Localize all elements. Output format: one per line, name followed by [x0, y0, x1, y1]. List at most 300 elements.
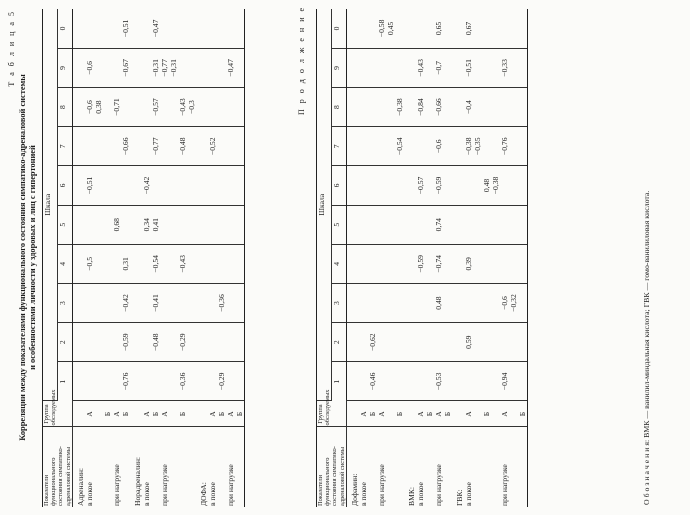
row-group: Б: [425, 401, 434, 427]
correlation-value: −0,6: [85, 48, 103, 87]
correlation-value: [518, 362, 528, 401]
correlation-value: [482, 127, 500, 166]
correlation-value: [377, 283, 395, 322]
correlation-value: [112, 48, 121, 87]
correlation-value: [518, 205, 528, 244]
correlation-value: [443, 323, 452, 362]
empty-cell: [130, 88, 142, 127]
header-scale: Шкала: [43, 9, 58, 401]
scale-column-header: 3: [331, 283, 346, 322]
correlation-value: [217, 88, 226, 127]
table-row: [226, 9, 235, 507]
correlation-value: 0,31: [121, 244, 130, 283]
correlation-value: [121, 205, 130, 244]
table-row: [443, 9, 452, 507]
scale-column-header: 6: [57, 166, 72, 205]
correlation-value: [121, 88, 130, 127]
correlation-value: [368, 9, 377, 48]
correlation-value: [368, 88, 377, 127]
empty-cell: [196, 166, 208, 205]
correlation-value: [377, 88, 395, 127]
correlation-value: [359, 127, 368, 166]
empty-cell: [452, 401, 464, 427]
table-body: [346, 9, 527, 507]
correlation-value: [112, 127, 121, 166]
table-row: [151, 9, 160, 507]
correlation-value: [217, 323, 226, 362]
correlation-value: [103, 362, 112, 401]
footnote: О б о з н а ч е н и я: ВМК — ванилил-миндальная кислота; ГВК — гомо-ванилиловая кислота.: [642, 190, 651, 505]
scale-column-header: 5: [331, 205, 346, 244]
correlation-value: [235, 88, 245, 127]
correlation-value: [160, 9, 178, 48]
table-row: [85, 9, 103, 507]
correlation-value: [425, 283, 434, 322]
row-label: [151, 427, 160, 507]
correlation-value: [226, 127, 235, 166]
correlation-value: −0,67: [121, 48, 130, 87]
scale-column-header: 2: [331, 323, 346, 362]
row-label: [121, 427, 130, 507]
correlation-value: [160, 283, 178, 322]
correlation-value: −0,36: [178, 362, 196, 401]
correlation-table-2: [316, 9, 528, 507]
correlation-value: [416, 362, 425, 401]
correlation-value: [121, 166, 130, 205]
correlation-value: [500, 9, 518, 48]
correlation-value: [112, 244, 121, 283]
row-label: в покое: [463, 482, 473, 506]
empty-cell: [452, 127, 464, 166]
correlation-value: [425, 127, 434, 166]
correlation-value: [103, 244, 112, 283]
empty-cell: [130, 127, 142, 166]
correlation-value: [226, 244, 235, 283]
row-group: А: [416, 401, 425, 427]
empty-cell: [346, 48, 359, 87]
empty-cell: [130, 323, 142, 362]
correlation-value: [359, 166, 368, 205]
empty-cell: [130, 283, 142, 322]
empty-cell: [452, 323, 464, 362]
correlation-value: [142, 244, 151, 283]
correlation-value: −0,77: [151, 127, 160, 166]
correlation-value: [482, 48, 500, 87]
correlation-value: [142, 48, 151, 87]
correlation-value: [434, 323, 443, 362]
correlation-value: [217, 48, 226, 87]
empty-cell: [72, 166, 85, 205]
correlation-value: [103, 323, 112, 362]
row-label: [235, 427, 245, 507]
correlation-value: [443, 9, 452, 48]
empty-cell: [404, 362, 416, 401]
correlation-value: [208, 362, 217, 401]
section-title: Дофамин:: [349, 473, 359, 506]
correlation-value: −0,43: [416, 48, 425, 87]
row-group: А: [464, 401, 482, 427]
correlation-value: [359, 9, 368, 48]
correlation-value: −0,6 −0,32: [500, 283, 518, 322]
correlation-value: [443, 244, 452, 283]
header-indicators: Показатели функционального состояния симпатико-адреналовой системы: [43, 427, 73, 507]
empty-cell: [346, 166, 359, 205]
row-group: Б: [395, 401, 404, 427]
empty-cell: [404, 166, 416, 205]
correlation-value: [368, 205, 377, 244]
continuation-label: П р о д о л ж е н и е: [297, 5, 306, 115]
correlation-value: [160, 323, 178, 362]
empty-cell: [196, 88, 208, 127]
correlation-value: [482, 244, 500, 283]
table-row: [434, 9, 443, 507]
correlation-value: −0,53: [434, 362, 443, 401]
correlation-value: [235, 9, 245, 48]
correlation-value: 0,65: [434, 9, 443, 48]
scale-column-header: 7: [331, 127, 346, 166]
row-label: при нагрузке: [499, 464, 509, 506]
row-label: в покое: [358, 482, 368, 506]
correlation-value: −0,33: [500, 48, 518, 87]
correlation-value: 0,39: [464, 244, 482, 283]
correlation-value: [395, 362, 404, 401]
row-label: [395, 427, 404, 507]
correlation-table-1: [42, 9, 245, 507]
correlation-value: −0,76: [121, 362, 130, 401]
correlation-value: [359, 362, 368, 401]
correlation-value: [368, 166, 377, 205]
row-group: А: [500, 401, 518, 427]
table-row: [112, 9, 121, 507]
empty-cell: [346, 323, 359, 362]
row-label: [103, 427, 112, 507]
correlation-value: −0,51: [121, 9, 130, 48]
empty-cell: [452, 362, 464, 401]
correlation-value: [226, 166, 235, 205]
table-row: [395, 9, 404, 507]
correlation-value: −0,77 −0,31: [160, 48, 178, 87]
correlation-value: [395, 48, 404, 87]
correlation-value: [443, 127, 452, 166]
correlation-value: [377, 362, 395, 401]
correlation-value: [425, 362, 434, 401]
correlation-value: [160, 127, 178, 166]
correlation-value: [235, 244, 245, 283]
correlation-value: −0,62: [368, 323, 377, 362]
correlation-value: [103, 48, 112, 87]
correlation-value: −0,31: [151, 48, 160, 87]
correlation-value: [103, 9, 112, 48]
empty-cell: [452, 283, 464, 322]
correlation-value: 0,41: [151, 205, 160, 244]
correlation-value: −0,38: [395, 88, 404, 127]
empty-cell: [346, 205, 359, 244]
row-label: в покое: [207, 482, 217, 506]
correlation-value: [235, 323, 245, 362]
empty-cell: [196, 362, 208, 401]
table-row: [103, 9, 112, 507]
scale-column-header: 0: [331, 9, 346, 48]
correlation-value: [482, 205, 500, 244]
header-group: Группа обследуемых: [43, 401, 73, 427]
row-group: Б: [368, 401, 377, 427]
empty-cell: [404, 323, 416, 362]
correlation-value: [217, 9, 226, 48]
table-row: [482, 9, 500, 507]
correlation-value: [425, 244, 434, 283]
header-group: Группа обследуемых: [317, 401, 347, 427]
table-row: [464, 9, 482, 507]
correlation-value: [160, 205, 178, 244]
correlation-value: [482, 323, 500, 362]
row-group: Б: [518, 401, 528, 427]
scale-column-header: 7: [57, 127, 72, 166]
scale-column-header: 1: [331, 362, 346, 401]
correlation-value: [208, 283, 217, 322]
correlation-value: [217, 244, 226, 283]
empty-cell: [72, 323, 85, 362]
correlation-value: −0,48: [178, 127, 196, 166]
correlation-value: [359, 323, 368, 362]
header-indicators: Показатели функционального состояния симпатико-адреналовой системы: [317, 427, 347, 507]
correlation-value: [208, 323, 217, 362]
correlation-value: [500, 88, 518, 127]
correlation-value: [226, 323, 235, 362]
correlation-value: [416, 127, 425, 166]
correlation-value: [395, 9, 404, 48]
correlation-value: [235, 166, 245, 205]
correlation-value: [443, 48, 452, 87]
table-title-line1: Корреляции между показателями функционального состояния симпатико-адреналовой системы: [18, 74, 27, 441]
correlation-value: [482, 9, 500, 48]
correlation-value: [416, 323, 425, 362]
correlation-value: [443, 362, 452, 401]
correlation-value: [500, 323, 518, 362]
row-group: А: [112, 401, 121, 427]
correlation-value: −0,58 0,45: [377, 9, 395, 48]
empty-cell: [196, 9, 208, 48]
row-group: Б: [235, 401, 245, 427]
empty-cell: [196, 401, 208, 427]
row-group: Б: [482, 401, 500, 427]
correlation-value: −0,7: [434, 48, 443, 87]
row-label: при нагрузке: [225, 464, 235, 506]
correlation-value: −0,43 −0,3: [178, 88, 196, 127]
section-header-row: [346, 9, 359, 507]
row-label: в покое: [141, 482, 151, 506]
empty-cell: [196, 205, 208, 244]
correlation-value: [142, 323, 151, 362]
correlation-value: [518, 323, 528, 362]
correlation-value: [443, 166, 452, 205]
correlation-value: [112, 166, 121, 205]
correlation-value: [518, 88, 528, 127]
correlation-value: [178, 9, 196, 48]
row-group: Б: [121, 401, 130, 427]
correlation-value: [160, 166, 178, 205]
scale-column-header: 5: [57, 205, 72, 244]
correlation-value: [217, 166, 226, 205]
scale-column-header: 0: [57, 9, 72, 48]
correlation-value: [85, 127, 103, 166]
correlation-value: [443, 88, 452, 127]
correlation-value: −0,48: [151, 323, 160, 362]
row-label: при нагрузке: [376, 464, 386, 506]
correlation-value: [103, 205, 112, 244]
empty-cell: [346, 362, 359, 401]
empty-cell: [404, 9, 416, 48]
row-label: при нагрузке: [111, 464, 121, 506]
correlation-value: 0,59: [464, 323, 482, 362]
correlation-value: [482, 88, 500, 127]
row-label: [518, 427, 528, 507]
correlation-value: [85, 283, 103, 322]
correlation-value: [425, 205, 434, 244]
correlation-value: [178, 166, 196, 205]
row-group: А: [226, 401, 235, 427]
correlation-value: [518, 9, 528, 48]
correlation-value: [235, 48, 245, 87]
empty-cell: [196, 323, 208, 362]
correlation-value: [395, 244, 404, 283]
correlation-value: −0,47: [226, 48, 235, 87]
header-scale: Шкала: [317, 9, 332, 401]
correlation-value: [377, 205, 395, 244]
row-group: А: [160, 401, 178, 427]
table-row: [160, 9, 178, 507]
table-row: [425, 9, 434, 507]
correlation-value: [482, 362, 500, 401]
correlation-value: [482, 283, 500, 322]
correlation-value: [425, 9, 434, 48]
empty-cell: [72, 401, 85, 427]
correlation-value: [178, 48, 196, 87]
row-group: А: [377, 401, 395, 427]
row-label: при нагрузке: [433, 464, 443, 506]
correlation-value: [226, 9, 235, 48]
empty-cell: [404, 88, 416, 127]
table-row: [217, 9, 226, 507]
table-row: [178, 9, 196, 507]
correlation-value: [500, 205, 518, 244]
empty-cell: [404, 48, 416, 87]
section-header-row: [404, 9, 416, 507]
table-row: [142, 9, 151, 507]
section-header-row: [72, 9, 85, 507]
correlation-value: −0,29: [217, 362, 226, 401]
correlation-value: −0,38 −0,35: [464, 127, 482, 166]
scale-column-header: 8: [331, 88, 346, 127]
correlation-value: [359, 88, 368, 127]
correlation-value: −0,54: [151, 244, 160, 283]
section-title: Адреналин:: [75, 467, 85, 506]
correlation-value: −0,42: [142, 166, 151, 205]
correlation-value: 0,74: [434, 205, 443, 244]
correlation-value: [235, 205, 245, 244]
correlation-value: [160, 362, 178, 401]
scale-column-header: 4: [331, 244, 346, 283]
row-group: А: [142, 401, 151, 427]
empty-cell: [404, 127, 416, 166]
empty-cell: [346, 88, 359, 127]
row-label: при нагрузке: [159, 464, 169, 506]
table-body: [72, 9, 244, 507]
correlation-value: [142, 283, 151, 322]
empty-cell: [452, 9, 464, 48]
empty-cell: [130, 401, 142, 427]
correlation-value: [142, 127, 151, 166]
correlation-value: [226, 362, 235, 401]
correlation-value: [85, 205, 103, 244]
correlation-value: [151, 166, 160, 205]
correlation-value: [359, 283, 368, 322]
correlation-value: [112, 9, 121, 48]
correlation-value: [235, 127, 245, 166]
section-title: ГВК:: [454, 489, 464, 506]
empty-cell: [346, 244, 359, 283]
correlation-value: 0,48 −0,38: [482, 166, 500, 205]
correlation-value: [208, 48, 217, 87]
correlation-value: −0,51: [464, 48, 482, 87]
correlation-value: [226, 205, 235, 244]
correlation-value: [425, 323, 434, 362]
scale-column-header: 2: [57, 323, 72, 362]
correlation-value: −0,42: [121, 283, 130, 322]
empty-cell: [196, 127, 208, 166]
correlation-value: −0,51: [85, 166, 103, 205]
correlation-value: [518, 244, 528, 283]
scale-column-header: 9: [57, 48, 72, 87]
correlation-value: −0,41: [151, 283, 160, 322]
empty-cell: [72, 9, 85, 48]
row-label: [368, 427, 377, 507]
empty-cell: [196, 283, 208, 322]
empty-cell: [346, 283, 359, 322]
correlation-value: −0,71: [112, 88, 121, 127]
correlation-value: [416, 283, 425, 322]
row-label: в покое: [415, 482, 425, 506]
correlation-value: 0,48: [434, 283, 443, 322]
correlation-value: [464, 205, 482, 244]
correlation-value: [368, 244, 377, 283]
correlation-value: [368, 283, 377, 322]
row-group: А: [359, 401, 368, 427]
empty-cell: [452, 244, 464, 283]
table-title-line2: и особенностями личности у здоровых и лиц с гипертонией: [28, 145, 37, 370]
correlation-value: −0,59: [121, 323, 130, 362]
row-group: А: [208, 401, 217, 427]
empty-cell: [196, 244, 208, 283]
correlation-value: [395, 283, 404, 322]
correlation-value: −0,43: [178, 244, 196, 283]
correlation-value: [103, 283, 112, 322]
section-header-row: [452, 9, 464, 507]
empty-cell: [346, 9, 359, 48]
correlation-value: −0,36: [217, 283, 226, 322]
table-row: [416, 9, 425, 507]
correlation-value: [359, 244, 368, 283]
correlation-value: [416, 205, 425, 244]
correlation-value: −0,57: [151, 88, 160, 127]
correlation-value: [142, 362, 151, 401]
empty-cell: [72, 88, 85, 127]
correlation-value: [500, 166, 518, 205]
scale-column-header: 3: [57, 283, 72, 322]
scale-column-header: 8: [57, 88, 72, 127]
scale-column-header: 6: [331, 166, 346, 205]
correlation-value: −0,54: [395, 127, 404, 166]
correlation-value: −0,66: [434, 88, 443, 127]
